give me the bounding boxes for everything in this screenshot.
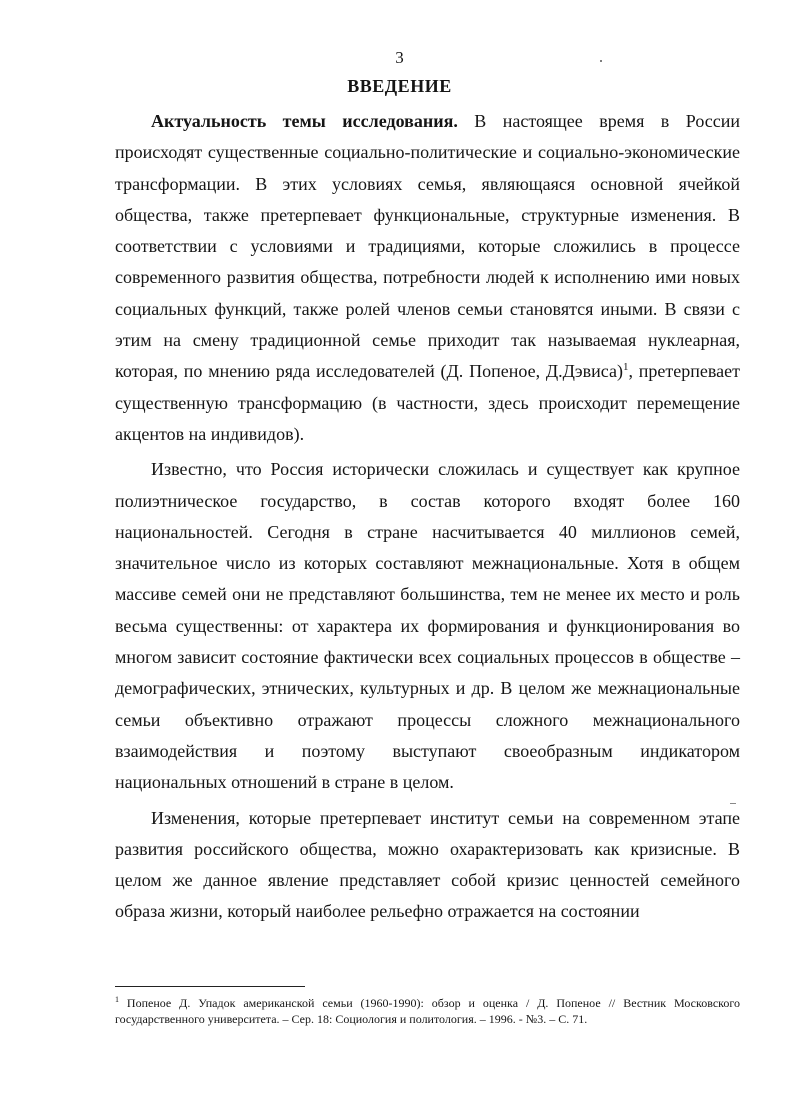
paragraph-2: Известно, что Россия исторически сложилась и существует как крупное полиэтническое государство, в состав которого входят более 160 национальностей. Сегодня в стране насчитывается 40 миллионов семей, значительное число из которых составляют межнациональные. Хотя в общем массиве семей они не представляют большинства, тем не менее их место и роль весьма существенны: от характера их формирования и функционирования во многом зависит состояние фактически всех социальных процессов в обществе – демографических, этнических, культурных и др. В целом же межнациональные семьи объективно отражают процессы сложного межнационального взаимодействия и поэтому выступают своеобразным индикатором национальных отношений в стране в целом.: [115, 459, 740, 793]
footnote-text: Попеное Д. Упадок американской семьи (1960-1990): обзор и оценка / Д. Попеное // Вестник Московского государственного университета. – Сер. 18: Социология и политология. – 1996. - №3. – С. 71.: [115, 996, 740, 1026]
paragraph-1-text-a: В настоящее время в России происходят существенные социально-политические и социально-экономические трансформации. В этих условиях семья, являющаяся основной ячейкой общества, также претерпевает функциональные, структурные изменения. В соответствии с условиями и традициями, которые сложились в процессе современного развития общества, потребности людей к исполнению ими новых социальных функций, также ролей членов семьи становятся иными. В связи с этим на смену традиционной семье приходит так называемая нуклеарная, которая, по мнению ряда исследователей (Д. Попеное, Д.Дэвиса): [115, 111, 741, 382]
footnote: [115, 995, 740, 1027]
paragraph-3: Изменения, которые претерпевает институт семьи на современном этапе развития российского общества, можно охарактеризовать как кризисные. В целом же данное явление представляет собой кризис ценностей семейного образа жизни, который наиболее рельефно отражается на состоянии: [115, 807, 740, 922]
footnote-marker: 1: [115, 995, 119, 1004]
scan-mark: [730, 803, 736, 804]
paragraph-1-lead: Актуальность темы исследования.: [151, 111, 458, 131]
paragraph-1: [115, 106, 740, 450]
page-number: 3: [395, 48, 404, 67]
section-title: ВВЕДЕНИЕ: [347, 76, 452, 96]
footnote-divider: [115, 986, 305, 987]
paragraph-1-text-b: , претерпевает существенную трансформацию (в частности, здесь происходит перемещение акцентов на индивидов).: [115, 361, 740, 444]
scan-speck: [600, 60, 602, 62]
footnote-reference: 1: [622, 361, 629, 374]
body-text: [115, 106, 740, 928]
